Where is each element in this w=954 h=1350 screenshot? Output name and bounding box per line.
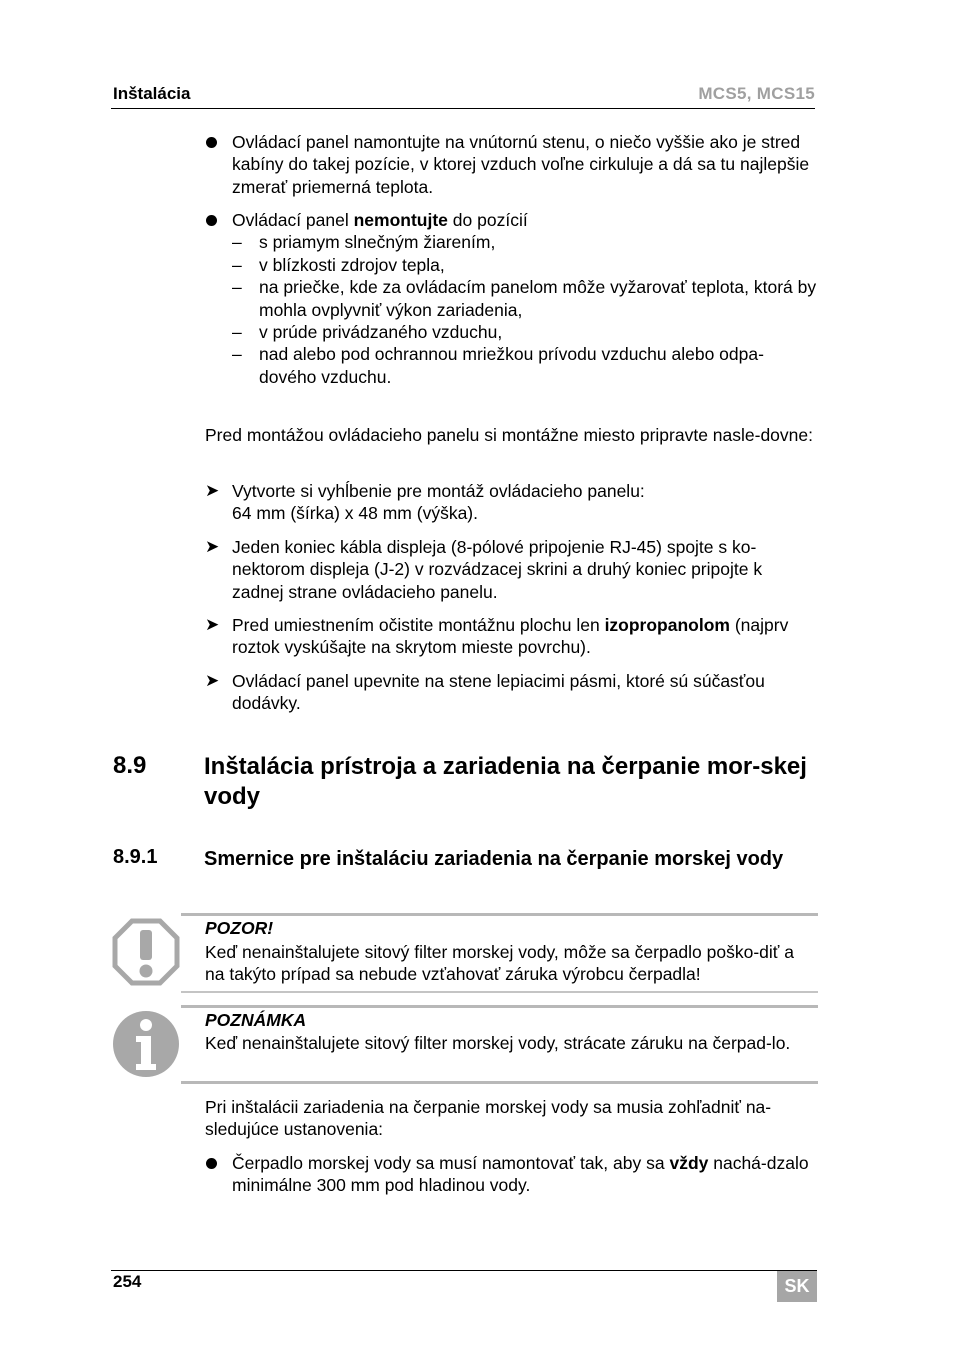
list-item [205, 1152, 817, 1197]
sub-list-item: – na priečke, kde za ovládacím panelom môže vyžarovať teplota, ktorá by mohla ovplyvniť výkon zariadenia, [232, 277, 817, 320]
caution-top-rule [181, 913, 818, 916]
note-bottom-rule [181, 1081, 818, 1084]
language-badge: SK [777, 1271, 817, 1302]
step-item [205, 670, 817, 715]
arrowhead-icon: ➤ [205, 537, 220, 556]
note-title: POZNÁMKA [205, 1010, 307, 1030]
exclamation-octagon-icon [112, 918, 180, 986]
note-top-rule [181, 1005, 818, 1008]
page-number: 254 [113, 1272, 142, 1291]
arrowhead-icon: ➤ [205, 615, 220, 634]
rules-intro: Pri inštalácii zariadenia na čerpanie morskej vody sa musia zohľadniť na-sledujúce ustanovenia: [205, 1097, 772, 1140]
header-section-title: Inštalácia [113, 84, 191, 103]
arrowhead-icon: ➤ [205, 671, 220, 690]
caution-bottom-rule [181, 991, 818, 993]
step-item [205, 480, 817, 525]
header-model: MCS5, MCS15 [698, 84, 815, 103]
sub-list-item: – nad alebo pod ochrannou mriežkou prívodu vzduchu alebo odpa-dového vzduchu. [232, 344, 764, 387]
list-item-text: Ovládací panel namontujte na vnútornú stenu, o niečo vyššie ako je stred kabíny do takej pozície, v ktorej vzduch voľne cirkuluje a dá sa tu najlepšie zmerať priemerná teplota. [232, 132, 810, 197]
section-title: Inštalácia prístroja a zariadenia na čerpanie mor-skej vody [204, 753, 807, 810]
step-text-line2: 64 mm (šírka) x 48 mm (výška). [232, 503, 478, 524]
step-item [205, 614, 817, 659]
subsection-number: 8.9.1 [113, 846, 158, 868]
sub-list-item: – s priamym slnečným žiarením, [232, 232, 496, 253]
footer-rule [111, 1270, 817, 1271]
subsection-title: Smernice pre inštaláciu zariadenia na čerpanie morskej vody [204, 848, 784, 870]
step-text: Vytvorte si vyhĺbenie pre montáž ovládacieho panelu: [232, 481, 645, 501]
info-circle-icon [112, 1010, 180, 1078]
header-rule [111, 108, 815, 109]
list-item-text: Ovládací panel nemontujte do pozícií [232, 210, 528, 230]
step-text: Pred umiestnením očistite montážnu plochu len izopropanolom (najprv roztok vyskúšajte na skrytom mieste povrchu). [232, 615, 789, 658]
step-item [205, 536, 817, 603]
note-text: Keď nenainštalujete sitový filter morskej vody, strácate záruku na čerpad-lo. [205, 1033, 791, 1053]
sub-list-item: – v blízkosti zdrojov tepla, [232, 254, 445, 275]
sub-list-item: – v prúde privádzaného vzduchu, [232, 322, 503, 343]
caution-title: POZOR! [205, 918, 274, 938]
list-item-text: Čerpadlo morskej vody sa musí namontovať tak, aby sa vždy nachá-dzalo minimálne 300 mm pod hladinou vody. [232, 1153, 809, 1196]
step-text: Ovládací panel upevnite na stene lepiacimi pásmi, ktoré sú súčasťou dodávky. [232, 671, 765, 714]
caution-text: Keď nenainštalujete sitový filter morskej vody, môže sa čerpadlo poško-diť a na takýto prípad sa nebude vzťahovať záruka výrobcu čerpadla! [205, 942, 794, 985]
arrowhead-icon: ➤ [205, 481, 220, 500]
list-item [205, 209, 817, 388]
prep-intro: Pred montážou ovládacieho panelu si montážne miesto pripravte nasle-dovne: [205, 425, 813, 445]
list-item [205, 131, 817, 198]
step-text: Jeden koniec kábla displeja (8-pólové pripojenie RJ-45) spojte s ko-nektorom displeja (J-2) v rozvádzacej skrini a druhý koniec pripojte k zadnej strane ovládacieho panelu. [232, 537, 763, 602]
section-number: 8.9 [113, 752, 147, 779]
